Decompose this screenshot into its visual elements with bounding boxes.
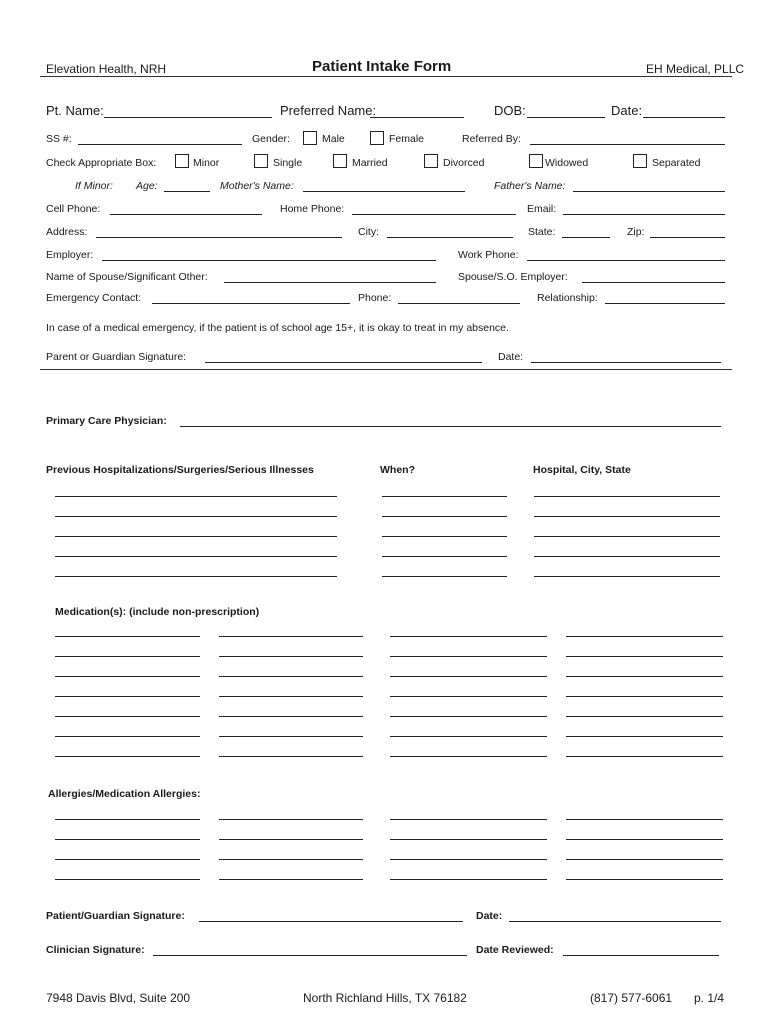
city-label: City: xyxy=(358,226,379,238)
allergy-line[interactable] xyxy=(55,859,200,860)
spouse-employer-label: Spouse/S.O. Employer: xyxy=(458,271,568,283)
zip-label: Zip: xyxy=(627,226,645,238)
medication-line[interactable] xyxy=(566,656,723,657)
hospitalization-line[interactable] xyxy=(55,576,337,577)
relationship-field[interactable] xyxy=(605,303,725,304)
date-reviewed-field[interactable] xyxy=(563,955,719,956)
fathers-name-label: Father's Name: xyxy=(494,180,566,192)
medication-line[interactable] xyxy=(219,716,363,717)
male-checkbox[interactable] xyxy=(303,131,317,145)
medications-heading: Medication(s): (include non-prescription) xyxy=(55,606,260,618)
mothers-name-label: Mother's Name: xyxy=(220,180,294,192)
parent-date-label: Date: xyxy=(498,351,524,363)
work-phone-label: Work Phone: xyxy=(458,249,519,261)
hospital-heading: Hospital, City, State xyxy=(533,464,631,476)
age-field[interactable] xyxy=(164,191,210,192)
home-phone-label: Home Phone: xyxy=(280,203,345,215)
separated-label: Separated xyxy=(652,157,701,169)
patient-signature-field[interactable] xyxy=(199,921,463,922)
relationship-label: Relationship: xyxy=(537,292,598,304)
allergy-line[interactable] xyxy=(566,859,723,860)
hospitalization-line[interactable] xyxy=(534,496,720,497)
employer-label: Employer: xyxy=(46,249,94,261)
female-checkbox[interactable] xyxy=(370,131,384,145)
hospitalization-line[interactable] xyxy=(382,556,507,557)
consent-text: In case of a medical emergency, if the patient is of school age 15+, it is okay to treat in my absence. xyxy=(46,322,509,334)
spouse-name-field[interactable] xyxy=(224,282,436,283)
ss-field[interactable] xyxy=(78,144,242,145)
medication-line[interactable] xyxy=(55,756,200,757)
work-phone-field[interactable] xyxy=(527,260,725,261)
pt-name-label: Pt. Name: xyxy=(46,103,104,118)
cell-phone-label: Cell Phone: xyxy=(46,203,101,215)
medication-line[interactable] xyxy=(566,676,723,677)
married-checkbox[interactable] xyxy=(333,154,347,168)
hospitalization-line[interactable] xyxy=(55,516,337,517)
allergy-line[interactable] xyxy=(55,879,200,880)
allergy-line[interactable] xyxy=(55,839,200,840)
emergency-contact-label: Emergency Contact: xyxy=(46,292,142,304)
emergency-contact-field[interactable] xyxy=(152,303,350,304)
allergy-line[interactable] xyxy=(566,819,723,820)
medication-line[interactable] xyxy=(390,636,547,637)
hospitalization-line[interactable] xyxy=(534,516,720,517)
form-title: Patient Intake Form xyxy=(312,58,452,75)
date-field[interactable] xyxy=(643,117,725,118)
hospitalization-line[interactable] xyxy=(55,536,337,537)
single-label: Single xyxy=(273,157,303,169)
pcp-field[interactable] xyxy=(180,426,721,427)
medication-line[interactable] xyxy=(390,736,547,737)
if-minor-label: If Minor: xyxy=(75,180,113,192)
pt-name-field[interactable] xyxy=(104,117,272,118)
medication-line[interactable] xyxy=(390,756,547,757)
medication-line[interactable] xyxy=(55,736,200,737)
hospitalization-line[interactable] xyxy=(382,536,507,537)
allergy-line[interactable] xyxy=(390,879,547,880)
email-label: Email: xyxy=(527,203,557,215)
medication-line[interactable] xyxy=(219,676,363,677)
preferred-name-label: Preferred Name: xyxy=(280,103,377,118)
allergy-line[interactable] xyxy=(219,879,363,880)
allergies-heading: Allergies/Medication Allergies: xyxy=(48,788,201,800)
allergy-line[interactable] xyxy=(566,839,723,840)
hospitalization-line[interactable] xyxy=(534,536,720,537)
medication-line[interactable] xyxy=(390,716,547,717)
home-phone-field[interactable] xyxy=(352,214,516,215)
allergy-line[interactable] xyxy=(219,859,363,860)
medication-line[interactable] xyxy=(566,716,723,717)
clinician-signature-field[interactable] xyxy=(153,955,467,956)
date-reviewed-label: Date Reviewed: xyxy=(476,944,554,956)
divorced-checkbox[interactable] xyxy=(424,154,438,168)
clinician-signature-label: Clinician Signature: xyxy=(46,944,145,956)
minor-label: Minor xyxy=(193,157,220,169)
dob-field[interactable] xyxy=(527,117,605,118)
widowed-checkbox[interactable] xyxy=(529,154,543,168)
footer-page: p. 1/4 xyxy=(694,991,725,1005)
header-divider xyxy=(40,76,732,77)
allergy-line[interactable] xyxy=(390,839,547,840)
footer-city: North Richland Hills, TX 76182 xyxy=(303,991,467,1005)
hospitalization-line[interactable] xyxy=(55,496,337,497)
allergy-line[interactable] xyxy=(566,879,723,880)
hospitalization-line[interactable] xyxy=(382,576,507,577)
state-label: State: xyxy=(528,226,556,238)
ss-label: SS #: xyxy=(46,133,72,145)
allergy-line[interactable] xyxy=(219,819,363,820)
medication-line[interactable] xyxy=(55,676,200,677)
practice-name: Elevation Health, NRH xyxy=(46,62,167,76)
medication-line[interactable] xyxy=(55,696,200,697)
signature-date-label: Date: xyxy=(476,910,503,922)
signature-date-field[interactable] xyxy=(509,921,721,922)
allergy-line[interactable] xyxy=(55,819,200,820)
state-field[interactable] xyxy=(562,237,610,238)
allergy-line[interactable] xyxy=(219,839,363,840)
parent-date-field[interactable] xyxy=(531,362,721,363)
gender-label: Gender: xyxy=(252,133,290,145)
employer-field[interactable] xyxy=(102,260,436,261)
medication-line[interactable] xyxy=(55,716,200,717)
widowed-label: Widowed xyxy=(545,157,589,169)
cell-phone-field[interactable] xyxy=(110,214,262,215)
check-box-label: Check Appropriate Box: xyxy=(46,157,157,169)
hospitalization-line[interactable] xyxy=(534,576,720,577)
medication-line[interactable] xyxy=(566,736,723,737)
address-field[interactable] xyxy=(96,237,342,238)
city-field[interactable] xyxy=(387,237,513,238)
fathers-name-field[interactable] xyxy=(573,191,725,192)
medication-line[interactable] xyxy=(219,696,363,697)
medication-line[interactable] xyxy=(566,696,723,697)
hospitalization-line[interactable] xyxy=(382,496,507,497)
section-divider xyxy=(40,369,732,370)
hospitalization-line[interactable] xyxy=(534,556,720,557)
hospitalization-line[interactable] xyxy=(55,556,337,557)
medication-line[interactable] xyxy=(55,656,200,657)
medication-line[interactable] xyxy=(219,736,363,737)
minor-checkbox[interactable] xyxy=(175,154,189,168)
medication-line[interactable] xyxy=(390,696,547,697)
date-label: Date: xyxy=(611,103,643,118)
mothers-name-field[interactable] xyxy=(303,191,465,192)
parent-signature-field[interactable] xyxy=(205,362,482,363)
preferred-name-field[interactable] xyxy=(370,117,464,118)
medication-line[interactable] xyxy=(219,636,363,637)
single-checkbox[interactable] xyxy=(254,154,268,168)
footer-address: 7948 Davis Blvd, Suite 200 xyxy=(46,991,191,1005)
address-label: Address: xyxy=(46,226,88,238)
footer-phone: (817) 577-6061 xyxy=(590,991,673,1005)
medication-line[interactable] xyxy=(219,756,363,757)
medication-line[interactable] xyxy=(219,656,363,657)
zip-field[interactable] xyxy=(650,237,725,238)
hospitalization-line[interactable] xyxy=(382,516,507,517)
parent-signature-label: Parent or Guardian Signature: xyxy=(46,351,187,363)
email-field[interactable] xyxy=(563,214,725,215)
when-heading: When? xyxy=(380,464,415,476)
hospitalizations-heading: Previous Hospitalizations/Surgeries/Serious Illnesses xyxy=(46,464,314,476)
emergency-phone-field[interactable] xyxy=(398,303,520,304)
age-label: Age: xyxy=(136,180,158,192)
allergy-line[interactable] xyxy=(390,859,547,860)
allergy-line[interactable] xyxy=(390,819,547,820)
medication-line[interactable] xyxy=(390,656,547,657)
medication-line[interactable] xyxy=(55,636,200,637)
medication-line[interactable] xyxy=(566,756,723,757)
pcp-label: Primary Care Physician: xyxy=(46,415,167,427)
medication-line[interactable] xyxy=(390,676,547,677)
dob-label: DOB: xyxy=(494,103,526,118)
referred-by-field[interactable] xyxy=(530,144,725,145)
spouse-employer-field[interactable] xyxy=(582,282,725,283)
married-label: Married xyxy=(352,157,388,169)
phone-label: Phone: xyxy=(358,292,392,304)
medication-line[interactable] xyxy=(566,636,723,637)
divorced-label: Divorced xyxy=(443,157,485,169)
company-name: EH Medical, PLLC xyxy=(646,62,745,76)
male-label: Male xyxy=(322,133,345,145)
female-label: Female xyxy=(389,133,425,145)
separated-checkbox[interactable] xyxy=(633,154,647,168)
patient-signature-label: Patient/Guardian Signature: xyxy=(46,910,185,922)
spouse-name-label: Name of Spouse/Significant Other: xyxy=(46,271,208,283)
referred-by-label: Referred By: xyxy=(462,133,521,145)
